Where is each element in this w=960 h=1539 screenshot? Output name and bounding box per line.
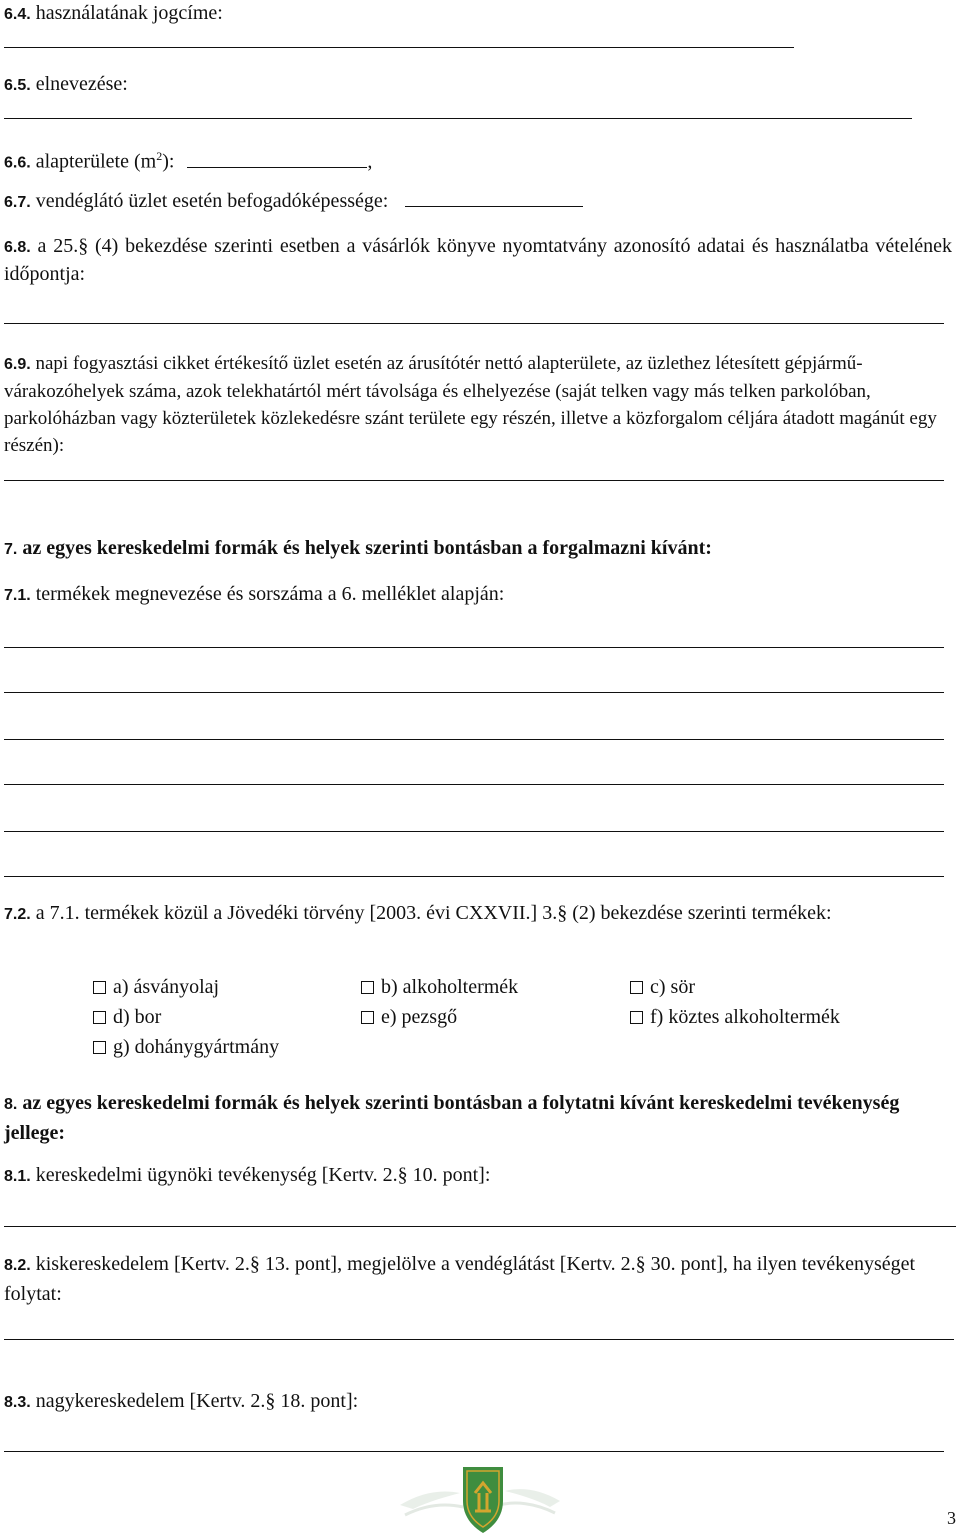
item-number: 8.1.	[4, 1168, 31, 1185]
checkbox-icon[interactable]	[630, 1011, 643, 1024]
section-8-heading	[4, 1089, 944, 1147]
answer-line-7-1-e[interactable]	[4, 831, 944, 832]
trailing-comma: ,	[367, 150, 373, 173]
item-6-6	[4, 145, 372, 175]
item-number: 6.6.	[4, 154, 31, 172]
item-7-2	[4, 899, 904, 929]
checkbox-label: g) dohánygyártmány	[113, 1036, 280, 1058]
item-number: 6.9.	[4, 356, 31, 373]
checkbox-sor[interactable]	[630, 976, 695, 998]
item-label: használatának jogcíme:	[35, 2, 223, 24]
answer-line-7-1-d[interactable]	[4, 784, 944, 785]
item-number: 6.8.	[4, 239, 31, 256]
section-7-heading	[4, 537, 712, 561]
answer-blank-6-7[interactable]	[405, 205, 583, 207]
checkbox-icon[interactable]	[93, 1011, 106, 1024]
item-8-3	[4, 1390, 358, 1414]
answer-blank-6-6[interactable]	[187, 166, 367, 168]
checkbox-alkoholtermek[interactable]	[361, 976, 518, 998]
answer-line-6-5[interactable]	[4, 118, 912, 119]
answer-line-7-1-a[interactable]	[4, 647, 944, 648]
answer-line-8-3[interactable]	[4, 1451, 944, 1452]
checkbox-icon[interactable]	[93, 1041, 106, 1054]
shield-icon	[463, 1467, 503, 1533]
item-number: 8.3.	[4, 1394, 31, 1411]
checkbox-label: b) alkoholtermék	[381, 976, 519, 998]
answer-line-8-2[interactable]	[4, 1339, 954, 1340]
item-label: az egyes kereskedelmi formák és helyek szerinti bontásban a folytatni kívánt kereskedelmi tevékenység jellege:	[4, 1092, 900, 1144]
item-label: elnevezése:	[35, 73, 128, 95]
checkbox-label: e) pezsgő	[381, 1006, 458, 1028]
item-label: termékek megnevezése és sorszáma a 6. melléklet alapján:	[35, 583, 505, 605]
municipal-crest-logo	[395, 1463, 565, 1535]
superscript: 2	[156, 149, 163, 163]
item-number: 7.	[4, 541, 18, 558]
item-label: kiskereskedelem [Kertv. 2.§ 13. pont], megjelölve a vendéglátást [Kertv. 2.§ 30. pont], ha ilyen tevékenységet folytat:	[4, 1253, 916, 1305]
item-number: 7.1.	[4, 587, 31, 604]
item-number: 7.2.	[4, 906, 31, 923]
checkbox-icon[interactable]	[361, 1011, 374, 1024]
item-label: az egyes kereskedelmi formák és helyek szerinti bontásban a forgalmazni kívánt:	[22, 537, 712, 559]
item-6-7	[4, 190, 583, 214]
checkbox-icon[interactable]	[93, 981, 106, 994]
checkbox-bor[interactable]	[93, 1006, 161, 1028]
checkbox-pezsgo[interactable]	[361, 1006, 457, 1028]
checkbox-icon[interactable]	[630, 981, 643, 994]
item-label: a 7.1. termékek közül a Jövedéki törvény [2003. évi CXXVII.] 3.§ (2) bekezdése szerinti termékek:	[35, 902, 832, 924]
item-label: alapterülete (m	[35, 150, 157, 173]
item-number: 6.4.	[4, 6, 31, 23]
answer-line-7-1-c[interactable]	[4, 739, 944, 740]
answer-line-6-9[interactable]	[4, 480, 944, 481]
item-8-1	[4, 1164, 490, 1188]
item-number: 6.7.	[4, 194, 31, 211]
answer-line-7-1-b[interactable]	[4, 692, 944, 693]
item-6-9	[4, 350, 956, 459]
answer-line-6-8[interactable]	[4, 323, 944, 324]
checkbox-koztes-alkoholtermek[interactable]	[630, 1006, 840, 1028]
checkbox-asvanyolaj[interactable]	[93, 976, 219, 998]
item-6-4	[4, 2, 223, 26]
answer-line-7-1-f[interactable]	[4, 876, 944, 877]
item-label: a 25.§ (4) bekezdése szerinti esetben a vásárlók könyve nyomtatvány azonosító adatai és használatba vételének időpontja:	[4, 235, 953, 285]
page-number: 3	[947, 1508, 956, 1528]
checkbox-label: c) sör	[650, 976, 695, 998]
item-label: kereskedelmi ügynöki tevékenység [Kertv. 2.§ 10. pont]:	[35, 1164, 491, 1186]
item-label: nagykereskedelem [Kertv. 2.§ 18. pont]:	[35, 1390, 359, 1412]
checkbox-icon[interactable]	[361, 981, 374, 994]
item-number: 8.2.	[4, 1257, 31, 1274]
checkbox-dohanygyartmany[interactable]	[93, 1036, 279, 1058]
item-number: 8.	[4, 1096, 18, 1113]
item-label-end: ):	[162, 150, 175, 173]
item-8-2	[4, 1250, 949, 1308]
checkbox-label: a) ásványolaj	[113, 976, 220, 998]
checkbox-label: d) bor	[113, 1006, 162, 1028]
answer-line-6-4[interactable]	[4, 47, 794, 48]
item-label: napi fogyasztási cikket értékesítő üzlet esetén az árusítótér nettó alapterülete, az üzlethez létesített gépjármű-várakozóhelyek száma, azok telekhatártól mért távolsága és elhelyezése (saját telken vagy más telken parkolóban, parkolóházban vagy közterületek közlekedésre szánt területe egy részén, illetve a közforgalom céljára átadott magánút egy részén):	[4, 353, 937, 456]
item-label: vendéglátó üzlet esetén befogadóképessége:	[35, 190, 389, 212]
item-number: 6.5.	[4, 77, 31, 94]
answer-line-8-1[interactable]	[4, 1226, 956, 1227]
checkbox-label: f) köztes alkoholtermék	[650, 1006, 840, 1028]
item-6-5	[4, 73, 128, 97]
item-7-1	[4, 583, 504, 607]
item-6-8	[4, 233, 952, 288]
